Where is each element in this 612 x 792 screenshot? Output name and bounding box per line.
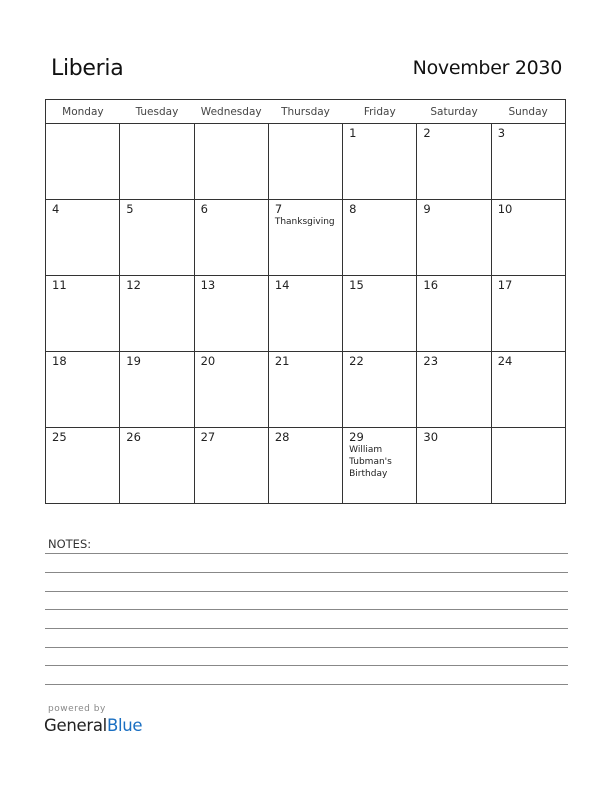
day-number: 10 (497, 202, 513, 216)
day-number: 16 (423, 278, 439, 292)
day-cell (343, 352, 417, 428)
day-number: 14 (274, 278, 290, 292)
note-line (45, 665, 568, 666)
day-cell (417, 352, 491, 428)
note-line (45, 628, 568, 629)
day-cell (491, 352, 565, 428)
holiday-label: William Tubman's Birthday (349, 445, 392, 479)
day-cell (46, 276, 120, 352)
day-cell (194, 352, 268, 428)
day-number: 7 (274, 202, 283, 216)
day-cell (417, 200, 491, 276)
weekday-header: Tuesday (120, 100, 194, 124)
day-cell (194, 124, 268, 200)
day-cell (491, 276, 565, 352)
day-number: 25 (52, 430, 67, 444)
day-number: 13 (200, 278, 216, 292)
brand-blue: Blue (106, 716, 143, 735)
note-line (45, 609, 568, 610)
weekday-header: Friday (343, 100, 417, 124)
day-cell (343, 124, 417, 200)
day-cell (46, 200, 120, 276)
day-number: 5 (126, 202, 134, 216)
day-cell (120, 276, 194, 352)
day-cell (120, 200, 194, 276)
day-number: 1 (349, 126, 357, 140)
country-title: Liberia (51, 56, 124, 81)
note-line (45, 647, 568, 648)
day-cell (417, 276, 491, 352)
powered-by-text: powered by (48, 704, 106, 714)
day-number: 4 (52, 202, 60, 216)
day-cell (491, 200, 565, 276)
day-number: 2 (423, 126, 431, 140)
week-row (46, 276, 566, 352)
weekday-header: Monday (46, 100, 120, 124)
month-year-title: November 2030 (412, 57, 562, 79)
holiday-label: Thanksgiving (274, 217, 335, 227)
weekday-header: Saturday (417, 100, 491, 124)
day-cell (491, 124, 565, 200)
day-cell (268, 428, 342, 504)
day-number: 21 (274, 354, 290, 368)
day-cell (268, 124, 342, 200)
day-cell (120, 428, 194, 504)
day-number: 22 (349, 354, 364, 368)
day-number: 23 (423, 354, 439, 368)
day-number: 19 (126, 354, 141, 368)
weekday-header: Wednesday (194, 100, 268, 124)
notes-label: NOTES: (48, 537, 92, 551)
day-cell (491, 428, 565, 504)
day-number: 27 (200, 430, 216, 444)
week-row (46, 124, 566, 200)
day-number: 26 (126, 430, 141, 444)
day-cell (343, 428, 417, 504)
day-cell (268, 352, 342, 428)
day-number: 28 (274, 430, 290, 444)
week-row (46, 200, 566, 276)
day-cell (46, 352, 120, 428)
day-number: 6 (200, 202, 208, 216)
day-cell (268, 200, 342, 276)
day-number: 8 (349, 202, 357, 216)
day-cell (120, 352, 194, 428)
day-number: 29 (349, 430, 364, 444)
day-cell (194, 428, 268, 504)
calendar-body (46, 124, 566, 504)
note-line (45, 553, 568, 554)
day-cell (194, 276, 268, 352)
week-row (46, 428, 566, 504)
day-cell (343, 200, 417, 276)
day-number: 24 (497, 354, 513, 368)
day-number: 30 (423, 430, 439, 444)
generalblue-logo (44, 716, 142, 735)
note-line (45, 572, 568, 573)
day-cell (417, 428, 491, 504)
note-line (45, 684, 568, 685)
day-cell (194, 200, 268, 276)
day-number: 17 (497, 278, 513, 292)
day-number: 20 (200, 354, 216, 368)
day-number: 9 (423, 202, 431, 216)
day-number: 3 (497, 126, 506, 140)
brand-general: General (44, 716, 107, 735)
calendar-grid (45, 99, 566, 504)
note-line (45, 591, 568, 592)
day-cell (46, 124, 120, 200)
day-cell (343, 276, 417, 352)
week-row (46, 352, 566, 428)
weekday-header: Thursday (268, 100, 342, 124)
day-number: 12 (126, 278, 141, 292)
day-cell (46, 428, 120, 504)
day-cell (417, 124, 491, 200)
day-number: 11 (52, 278, 67, 292)
day-number: 18 (52, 354, 67, 368)
weekday-header: Sunday (491, 100, 565, 124)
weekday-header-row (46, 100, 566, 124)
day-cell (268, 276, 342, 352)
day-cell (120, 124, 194, 200)
day-number: 15 (349, 278, 364, 292)
